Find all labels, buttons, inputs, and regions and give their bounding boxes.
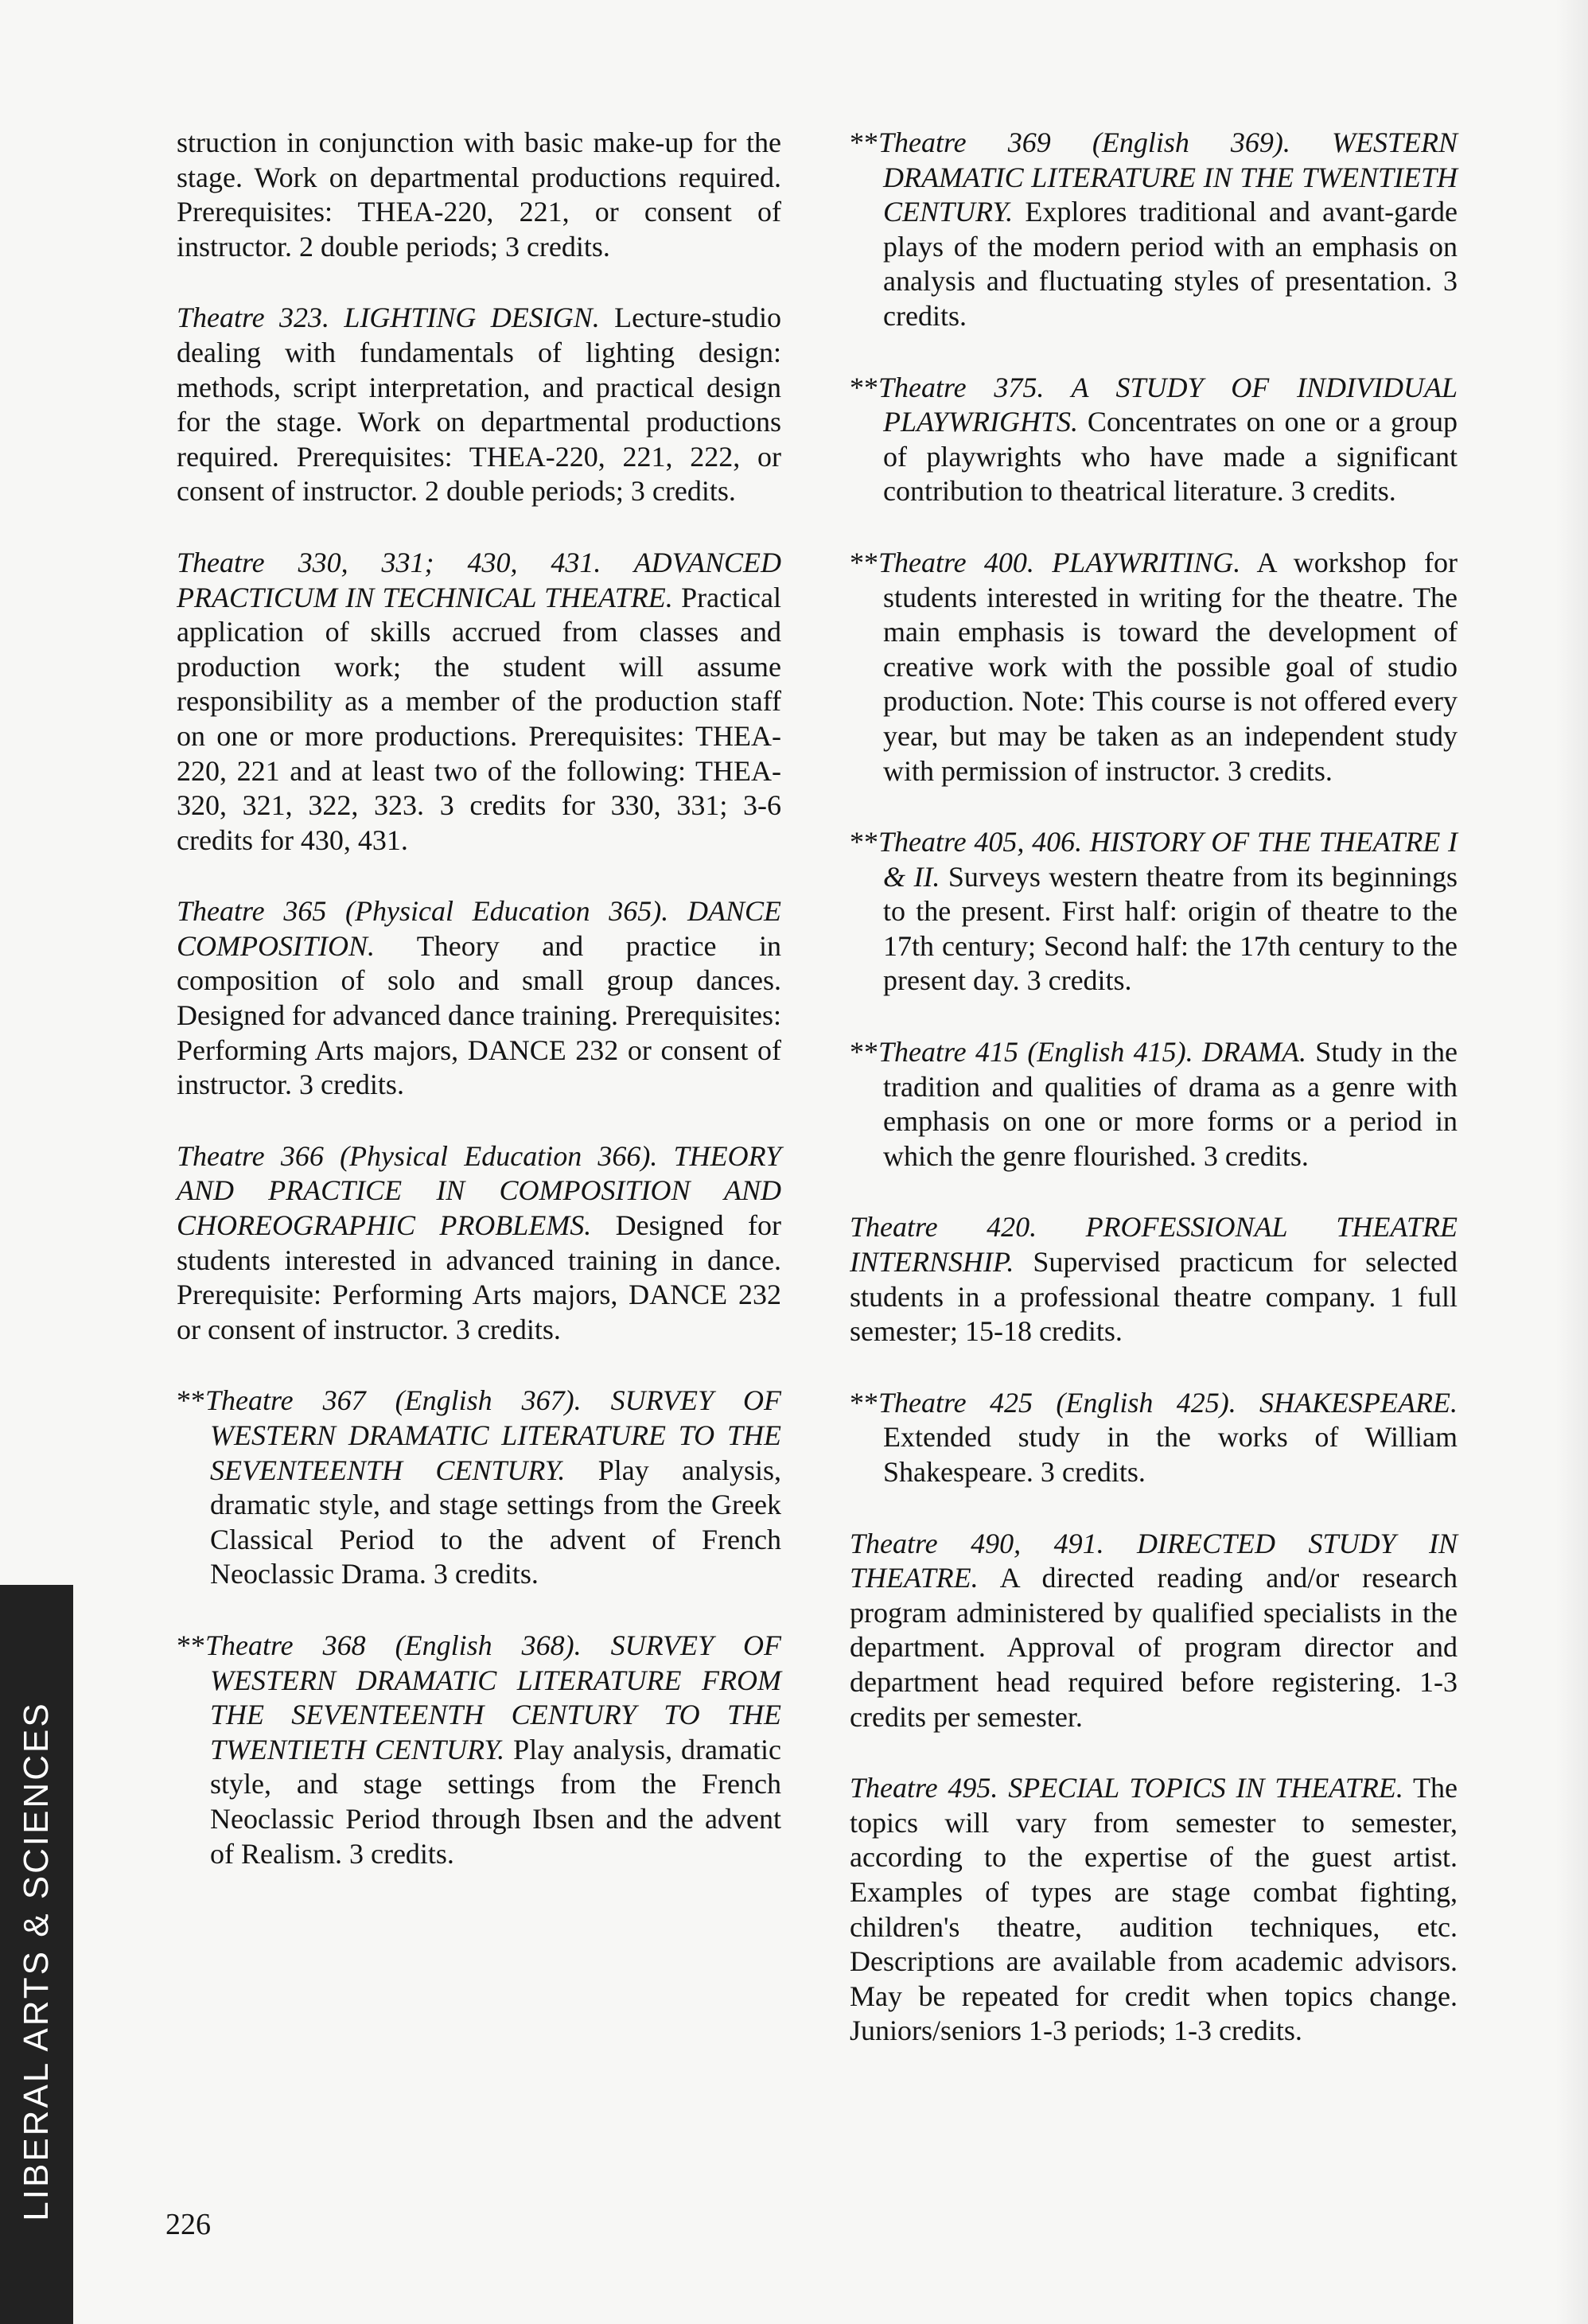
course-description: Extended study in the works of William Shakespeare. 3 credits. bbox=[883, 1421, 1458, 1488]
double-asterisk-marker: ** bbox=[177, 1384, 205, 1417]
course-title: ADVANCED PRACTICUM IN TECHNICAL THEATRE. bbox=[177, 546, 781, 613]
course-entry bbox=[177, 301, 781, 509]
course-description: Concentrates on one or a group of playwrights who have made a significant contribution to theatrical literature. 3 credits. bbox=[883, 406, 1458, 508]
course-number: Theatre 375. bbox=[878, 371, 1072, 403]
course-title: DIRECTED STUDY IN THEATRE. bbox=[850, 1527, 1458, 1594]
course-title: A STUDY OF INDIVIDUAL PLAYWRIGHTS. bbox=[883, 371, 1458, 438]
left-column bbox=[177, 126, 781, 1908]
course-description: Theory and practice in composition of solo and small group dances. Designed for advanced dance training. Prerequisites: Performing Arts majors, DANCE 232 or consent of instructor. 3 credits. bbox=[177, 929, 781, 1101]
course-title: THEORY AND PRACTICE IN COMPOSITION AND CHOREOGRAPHIC PROBLEMS. bbox=[177, 1139, 781, 1242]
course-entry bbox=[850, 126, 1458, 334]
course-number: Theatre 367 (English 367). bbox=[205, 1384, 611, 1417]
course-description: Play analysis, dramatic style, and stage settings from the French Neoclassic Period through Ibsen and the advent of Realism. 3 credits. bbox=[210, 1733, 781, 1870]
course-entry bbox=[177, 1629, 781, 1871]
course-description: Designed for students interested in advanced training in dance. Prerequisite: Performing Arts majors, DANCE 232 or consent of instructor. 3 credits. bbox=[177, 1209, 781, 1345]
double-asterisk-marker: ** bbox=[850, 1036, 878, 1069]
course-number: Theatre 415 (English 415). bbox=[878, 1036, 1202, 1069]
course-entry bbox=[177, 1139, 781, 1348]
course-description: Explores traditional and avant-garde plays of the modern period with an emphasis on analysis and fluctuating styles of presentation. 3 credits. bbox=[883, 196, 1458, 332]
course-title: LIGHTING DESIGN. bbox=[344, 302, 600, 334]
course-description: The topics will vary from semester to semester, according to the expertise of the guest artist. Examples of types are stage combat fighting, children's theatre, audition techniques, etc. Descriptions are available from academic advisors. May be repeated for credit when topics change. Juniors/seniors 1-3 periods; 1-3 credits. bbox=[850, 1772, 1458, 2047]
course-entry bbox=[177, 894, 781, 1103]
course-description: Supervised practicum for selected students in a professional theatre company. 1 full semester; 15-18 credits. bbox=[850, 1246, 1458, 1348]
course-entry bbox=[850, 546, 1458, 788]
double-asterisk-marker: ** bbox=[177, 1629, 205, 1661]
section-side-tab-label: LIBERAL ARTS & SCIENCES bbox=[17, 1701, 56, 2221]
course-title: PLAYWRITING. bbox=[1052, 546, 1241, 578]
course-number: Theatre 495. bbox=[850, 1772, 1009, 1804]
course-number: Theatre 490, 491. bbox=[850, 1527, 1138, 1559]
course-entry bbox=[850, 1771, 1458, 2049]
course-entry bbox=[177, 126, 781, 264]
course-number: Theatre 366 (Physical Education 366). bbox=[177, 1139, 674, 1172]
double-asterisk-marker: ** bbox=[850, 546, 878, 578]
course-title: DRAMA. bbox=[1202, 1036, 1306, 1069]
page-edge-shadow bbox=[1556, 0, 1588, 2324]
course-number: Theatre 323. bbox=[177, 302, 344, 334]
course-entry bbox=[850, 371, 1458, 509]
course-entry bbox=[850, 825, 1458, 999]
course-title: SHAKESPEARE. bbox=[1259, 1386, 1458, 1419]
course-number: Theatre 330, 331; 430, 431. bbox=[177, 546, 634, 578]
double-asterisk-marker: ** bbox=[850, 1386, 878, 1419]
course-title: DANCE COMPOSITION. bbox=[177, 895, 781, 962]
course-number: Theatre 365 (Physical Education 365). bbox=[177, 895, 687, 928]
course-title: PROFESSIONAL THEATRE INTERNSHIP. bbox=[850, 1211, 1458, 1279]
course-number: Theatre 405, 406. bbox=[878, 826, 1090, 858]
course-description: Surveys western theatre from its beginnings to the present. First half: origin of theatre to the 17th century; Second half: the 17th century to the present day. 3 credits. bbox=[883, 860, 1458, 997]
course-number: Theatre 420. bbox=[850, 1211, 1086, 1244]
course-continuation-text: struction in conjunction with basic make-up for the stage. Work on departmental productions required. Prerequisites: THEA-220, 221, or consent of instructor. 2 double periods; 3 credits. bbox=[177, 127, 781, 263]
course-entry bbox=[850, 1527, 1458, 1735]
course-title: HISTORY OF THE THEATRE I & II. bbox=[883, 826, 1458, 893]
course-description: Practical application of skills accrued from classes and production work; the student will assume responsibility as a member of the production staff on one or more productions. Prerequisites: THEA-220, 221 and at least two of the following: THEA-320, 321, 322, 323. 3 credits for 330, 331; 3-6 credits for 430, 431. bbox=[177, 581, 781, 856]
course-number: Theatre 369 (English 369). bbox=[878, 127, 1332, 158]
course-description: Lecture-studio dealing with fundamentals of lighting design: methods, script interpretation, and practical design for the stage. Work on departmental productions required. Prerequisites: THEA-220, 221, 222, or consent of instructor. 2 double periods; 3 credits. bbox=[177, 302, 782, 508]
course-title: WESTERN DRAMATIC LITERATURE IN THE TWENTIETH CENTURY. bbox=[883, 127, 1458, 228]
double-asterisk-marker: ** bbox=[850, 371, 878, 403]
double-asterisk-marker: ** bbox=[850, 826, 878, 858]
course-description: Study in the tradition and qualities of drama as a genre with emphasis on one or more forms or a period in which the genre flourished. 3 credits. bbox=[883, 1036, 1458, 1172]
course-number: Theatre 368 (English 368). bbox=[205, 1629, 611, 1661]
course-number: Theatre 400. bbox=[878, 546, 1053, 578]
course-number: Theatre 425 (English 425). bbox=[878, 1386, 1260, 1419]
course-description: Play analysis, dramatic style, and stage settings from the Greek Classical Period to the advent of French Neoclassic Drama. 3 credits. bbox=[210, 1454, 782, 1590]
course-entry bbox=[177, 546, 781, 858]
course-title: SPECIAL TOPICS IN THEATRE. bbox=[1008, 1772, 1403, 1804]
course-title: SURVEY OF WESTERN DRAMATIC LITERATURE FROM THE SEVENTEENTH CENTURY TO THE TWENTIETH CENTURY. bbox=[210, 1629, 782, 1765]
course-description: A workshop for students interested in writing for the theatre. The main emphasis is toward the development of creative work with the possible goal of studio production. Note: This course is not offered every year, but may be taken as an independent study with permission of instructor. 3 credits. bbox=[883, 546, 1458, 787]
course-entry bbox=[850, 1210, 1458, 1349]
course-entry bbox=[850, 1386, 1458, 1490]
course-entry bbox=[850, 1035, 1458, 1174]
course-entry bbox=[177, 1384, 781, 1592]
page-number: 226 bbox=[165, 2208, 211, 2241]
double-asterisk-marker: ** bbox=[850, 127, 878, 158]
course-description: A directed reading and/or research program administered by qualified specialists in the department. Approval of program director and department head required before registering. 1-3 credits per semester. bbox=[850, 1562, 1458, 1733]
right-column bbox=[850, 126, 1458, 2085]
course-title: SURVEY OF WESTERN DRAMATIC LITERATURE TO THE SEVENTEENTH CENTURY. bbox=[210, 1384, 782, 1486]
